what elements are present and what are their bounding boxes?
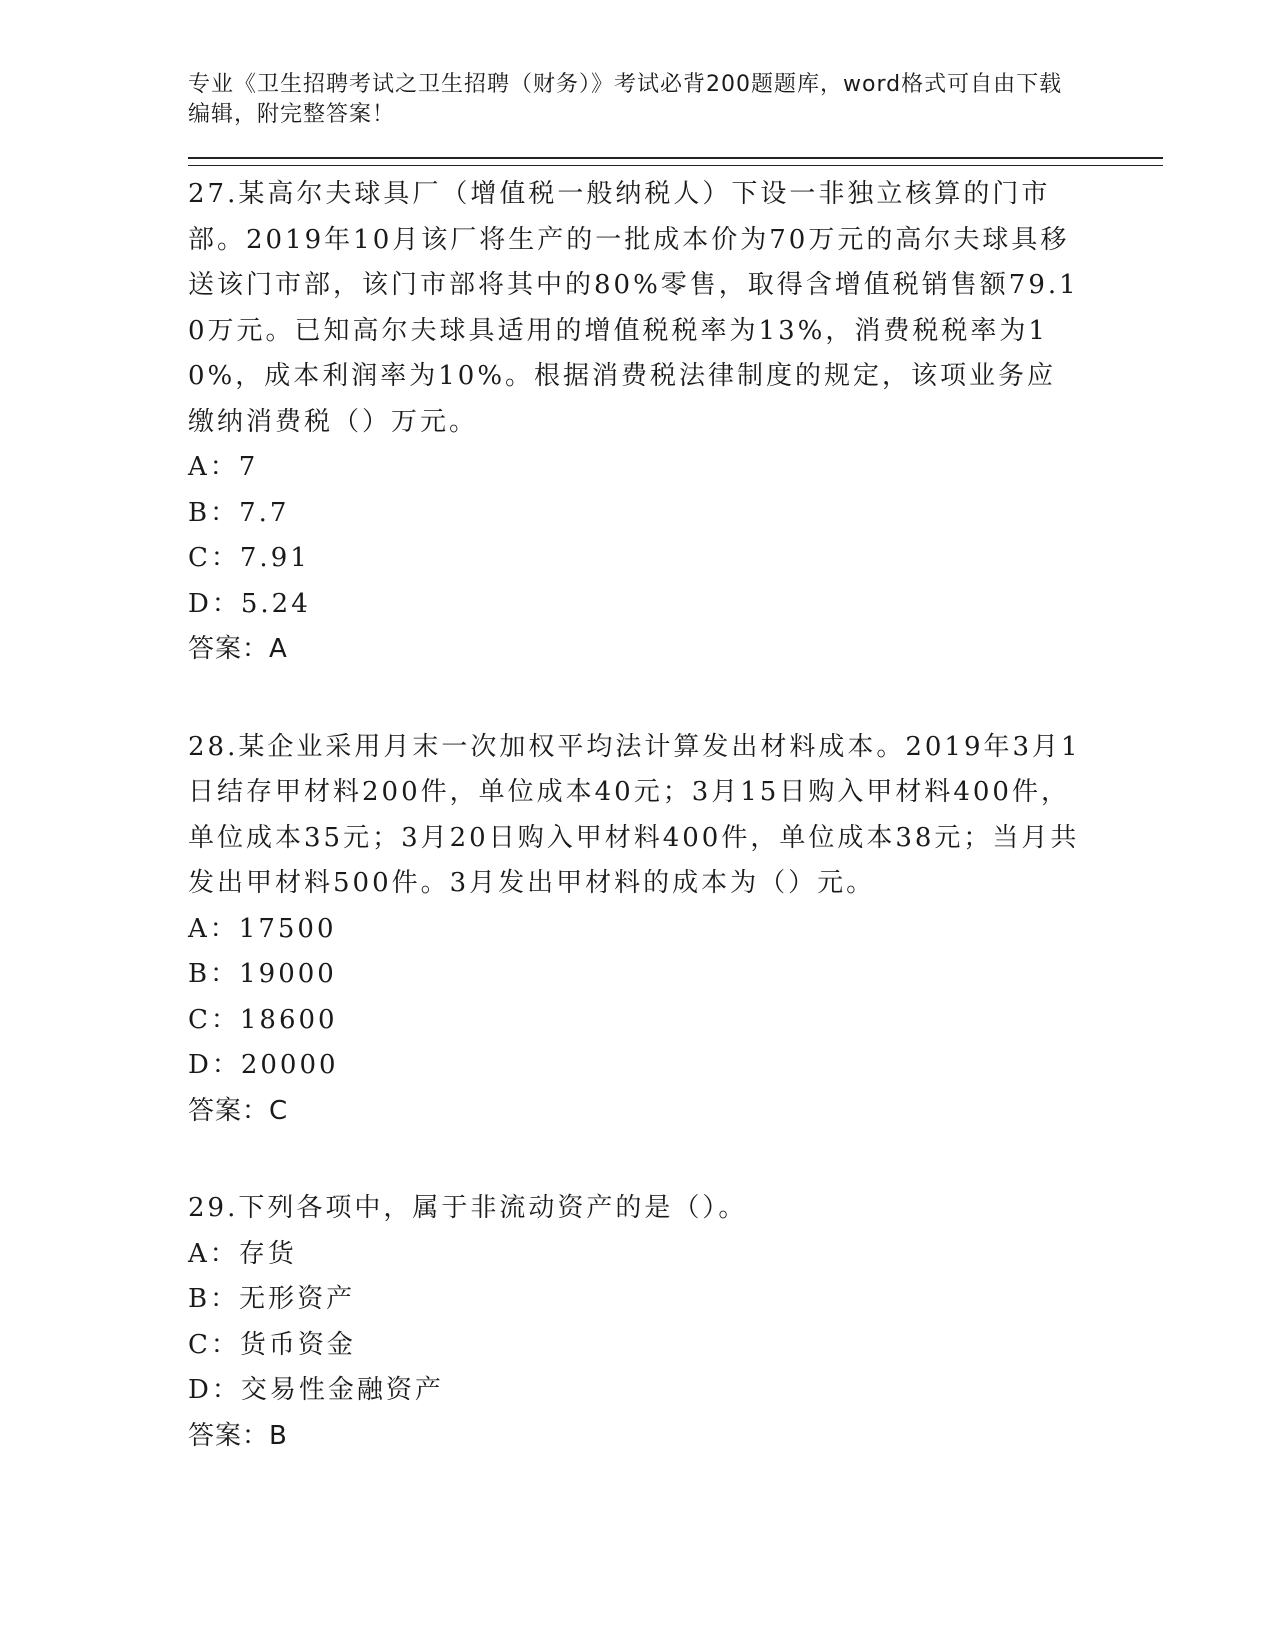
question-27 bbox=[188, 172, 1163, 673]
option-b: B：19000 bbox=[188, 959, 337, 989]
document-page bbox=[188, 70, 1163, 1459]
option-d: D：5.24 bbox=[188, 588, 311, 619]
option-c: C：货币资金 bbox=[188, 1329, 356, 1360]
option-c: C：18600 bbox=[188, 1004, 338, 1035]
option-d: D：交易性金融资产 bbox=[188, 1375, 444, 1405]
answer-line: 答案：A bbox=[188, 634, 288, 664]
question-spacer bbox=[188, 1134, 1163, 1180]
option-a: A：7 bbox=[188, 452, 259, 482]
document-header: 专业《卫生招聘考试之卫生招聘（财务）》考试必背200题题库，word格式可自由下载编辑，附完整答案！ bbox=[188, 72, 1063, 127]
option-b: B：7.7 bbox=[188, 497, 290, 528]
option-a: A：存货 bbox=[188, 1238, 297, 1269]
option-a: A：17500 bbox=[188, 913, 337, 944]
option-b: B：无形资产 bbox=[188, 1284, 356, 1314]
question-29 bbox=[188, 1186, 1163, 1459]
question-stem: 29.下列各项中，属于非流动资产的是（）。 bbox=[188, 1193, 748, 1223]
question-stem: 28.某企业采用月末一次加权平均法计算发出材料成本。2019年3月1日结存甲材料200件，单位成本40元；3月15日购入甲材料400件，单位成本35元；3月20日购入甲材料400件，单位成本38元；当月共发出甲材料500件。3月发出甲材料的成本为（）元。 bbox=[188, 731, 1081, 898]
option-c: C：7.91 bbox=[188, 543, 310, 573]
answer-line: 答案：C bbox=[188, 1095, 289, 1126]
option-d: D：20000 bbox=[188, 1050, 339, 1080]
header-divider bbox=[188, 157, 1163, 166]
question-stem: 27.某高尔夫球具厂（增值税一般纳税人）下设一非独立核算的门市部。2019年10月该厂将生产的一批成本价为70万元的高尔夫球具移送该门市部，该门市部将其中的80%零售，取得含增值税销售额79.10万元。已知高尔夫球具适用的增值税税率为13%，消费税税率为10%，成本利润率为10%。根据消费税法律制度的规定，该项业务应缴纳消费税（）万元。 bbox=[188, 179, 1079, 437]
question-spacer bbox=[188, 673, 1163, 719]
answer-line: 答案：B bbox=[188, 1420, 288, 1451]
question-28 bbox=[188, 725, 1163, 1135]
